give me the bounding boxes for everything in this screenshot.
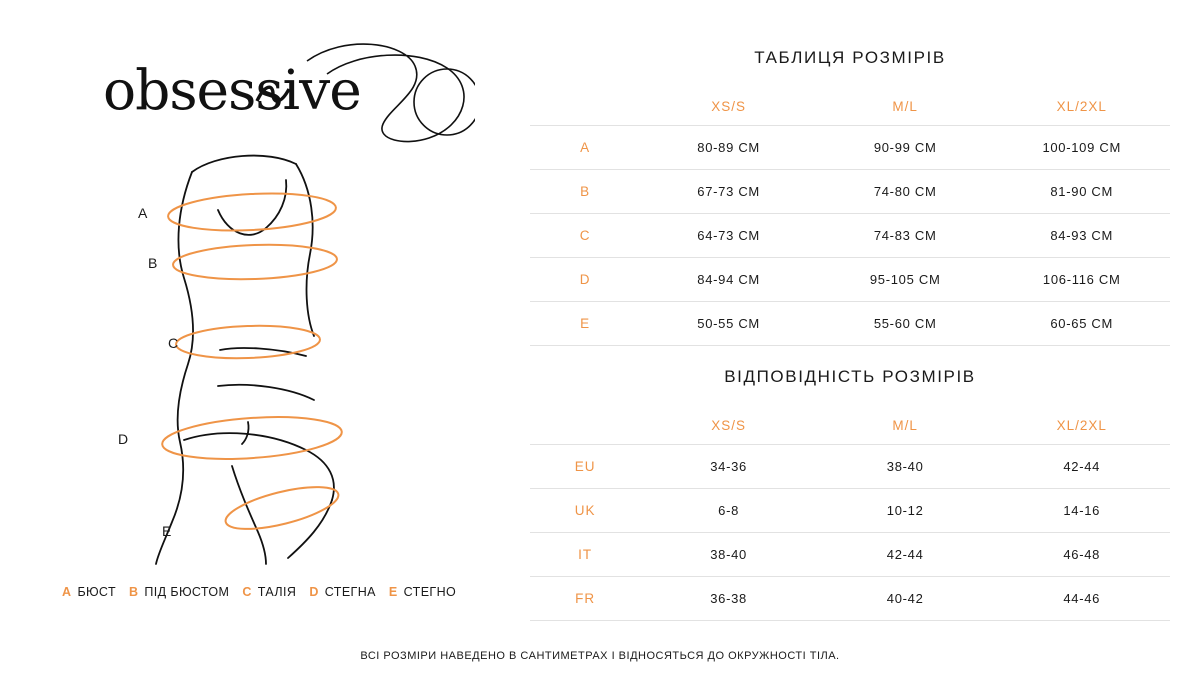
brand-wordmark: obsessive bbox=[103, 58, 361, 122]
legend-label-a: БЮСТ bbox=[77, 585, 116, 599]
cell: 38-40 bbox=[817, 445, 994, 489]
legend-item-d bbox=[309, 585, 376, 599]
cell: 84-93 CM bbox=[993, 214, 1170, 258]
table-row bbox=[530, 577, 1170, 621]
marker-b: B bbox=[148, 255, 158, 271]
table-row bbox=[530, 489, 1170, 533]
col-header-xl-2xl: XL/2XL bbox=[993, 407, 1170, 445]
table-row bbox=[530, 126, 1170, 170]
col-header-xs-s: XS/S bbox=[640, 88, 817, 126]
cell: 60-65 CM bbox=[993, 302, 1170, 346]
table-header-row bbox=[530, 407, 1170, 445]
cell: 100-109 CM bbox=[993, 126, 1170, 170]
cell: 74-83 CM bbox=[817, 214, 994, 258]
size-table bbox=[530, 88, 1170, 346]
cell: 6-8 bbox=[640, 489, 817, 533]
row-header: EU bbox=[530, 445, 640, 489]
legend bbox=[62, 585, 482, 599]
row-header: FR bbox=[530, 577, 640, 621]
cell: 67-73 CM bbox=[640, 170, 817, 214]
legend-letter-a: A bbox=[62, 585, 72, 599]
row-header: C bbox=[530, 214, 640, 258]
cell: 42-44 bbox=[817, 533, 994, 577]
row-header: A bbox=[530, 126, 640, 170]
legend-label-b: ПІД БЮСТОМ bbox=[144, 585, 230, 599]
col-header-xs-s: XS/S bbox=[640, 407, 817, 445]
col-header-m-l: M/L bbox=[817, 88, 994, 126]
table-row bbox=[530, 214, 1170, 258]
cell: 40-42 bbox=[817, 577, 994, 621]
marker-d: D bbox=[118, 431, 129, 447]
cell: 10-12 bbox=[817, 489, 994, 533]
cell: 34-36 bbox=[640, 445, 817, 489]
body-figure bbox=[100, 150, 430, 570]
cell: 74-80 CM bbox=[817, 170, 994, 214]
right-panel bbox=[500, 0, 1200, 684]
marker-c: C bbox=[168, 335, 179, 351]
cell: 14-16 bbox=[993, 489, 1170, 533]
marker-a: A bbox=[138, 205, 148, 221]
cell: 46-48 bbox=[993, 533, 1170, 577]
cell: 80-89 CM bbox=[640, 126, 817, 170]
legend-letter-b: B bbox=[128, 585, 139, 599]
legend-item-b bbox=[129, 585, 229, 599]
cell: 81-90 CM bbox=[993, 170, 1170, 214]
cell: 55-60 CM bbox=[817, 302, 994, 346]
col-header-m-l: M/L bbox=[817, 407, 994, 445]
col-header-blank bbox=[530, 407, 640, 445]
cell: 50-55 CM bbox=[640, 302, 817, 346]
logo-knot-icon bbox=[253, 80, 293, 110]
left-panel bbox=[0, 0, 500, 684]
row-header: UK bbox=[530, 489, 640, 533]
correspondence-table-title: ВІДПОВІДНІСТЬ РОЗМІРІВ bbox=[724, 367, 976, 386]
table-row bbox=[530, 170, 1170, 214]
cell: 90-99 CM bbox=[817, 126, 994, 170]
col-header-xl-2xl: XL/2XL bbox=[993, 88, 1170, 126]
cell: 42-44 bbox=[993, 445, 1170, 489]
legend-item-a bbox=[62, 585, 116, 599]
ring-b bbox=[172, 242, 337, 282]
row-header: IT bbox=[530, 533, 640, 577]
cell: 95-105 CM bbox=[817, 258, 994, 302]
correspondence-table bbox=[530, 407, 1170, 621]
marker-e: E bbox=[162, 523, 172, 539]
row-header: D bbox=[530, 258, 640, 302]
col-header-blank bbox=[530, 88, 640, 126]
table-row bbox=[530, 445, 1170, 489]
footnote: ВСІ РОЗМІРИ НАВЕДЕНО В САНТИМЕТРАХ І ВІДНОСЯТЬСЯ ДО ОКРУЖНОСТІ ТІЛА. bbox=[360, 650, 840, 662]
cell: 36-38 bbox=[640, 577, 817, 621]
size-table-title: ТАБЛИЦЯ РОЗМІРІВ bbox=[754, 48, 946, 67]
table-row bbox=[530, 258, 1170, 302]
legend-label-d: СТЕГНА bbox=[324, 585, 376, 599]
legend-label-e: СТЕГНО bbox=[403, 585, 457, 599]
legend-letter-c: C bbox=[242, 585, 252, 599]
cell: 84-94 CM bbox=[640, 258, 817, 302]
legend-letter-e: E bbox=[388, 585, 398, 599]
cell: 38-40 bbox=[640, 533, 817, 577]
cell: 64-73 CM bbox=[640, 214, 817, 258]
body-figure-svg bbox=[100, 150, 430, 570]
legend-label-c: ТАЛІЯ bbox=[257, 585, 297, 599]
table-row bbox=[530, 302, 1170, 346]
legend-letter-d: D bbox=[309, 585, 319, 599]
table-header-row bbox=[530, 88, 1170, 126]
table-row bbox=[530, 533, 1170, 577]
cell: 44-46 bbox=[993, 577, 1170, 621]
row-header: B bbox=[530, 170, 640, 214]
cell: 106-116 CM bbox=[993, 258, 1170, 302]
row-header: E bbox=[530, 302, 640, 346]
legend-item-c bbox=[242, 585, 296, 599]
legend-item-e bbox=[389, 585, 456, 599]
brand-logo bbox=[95, 28, 475, 148]
